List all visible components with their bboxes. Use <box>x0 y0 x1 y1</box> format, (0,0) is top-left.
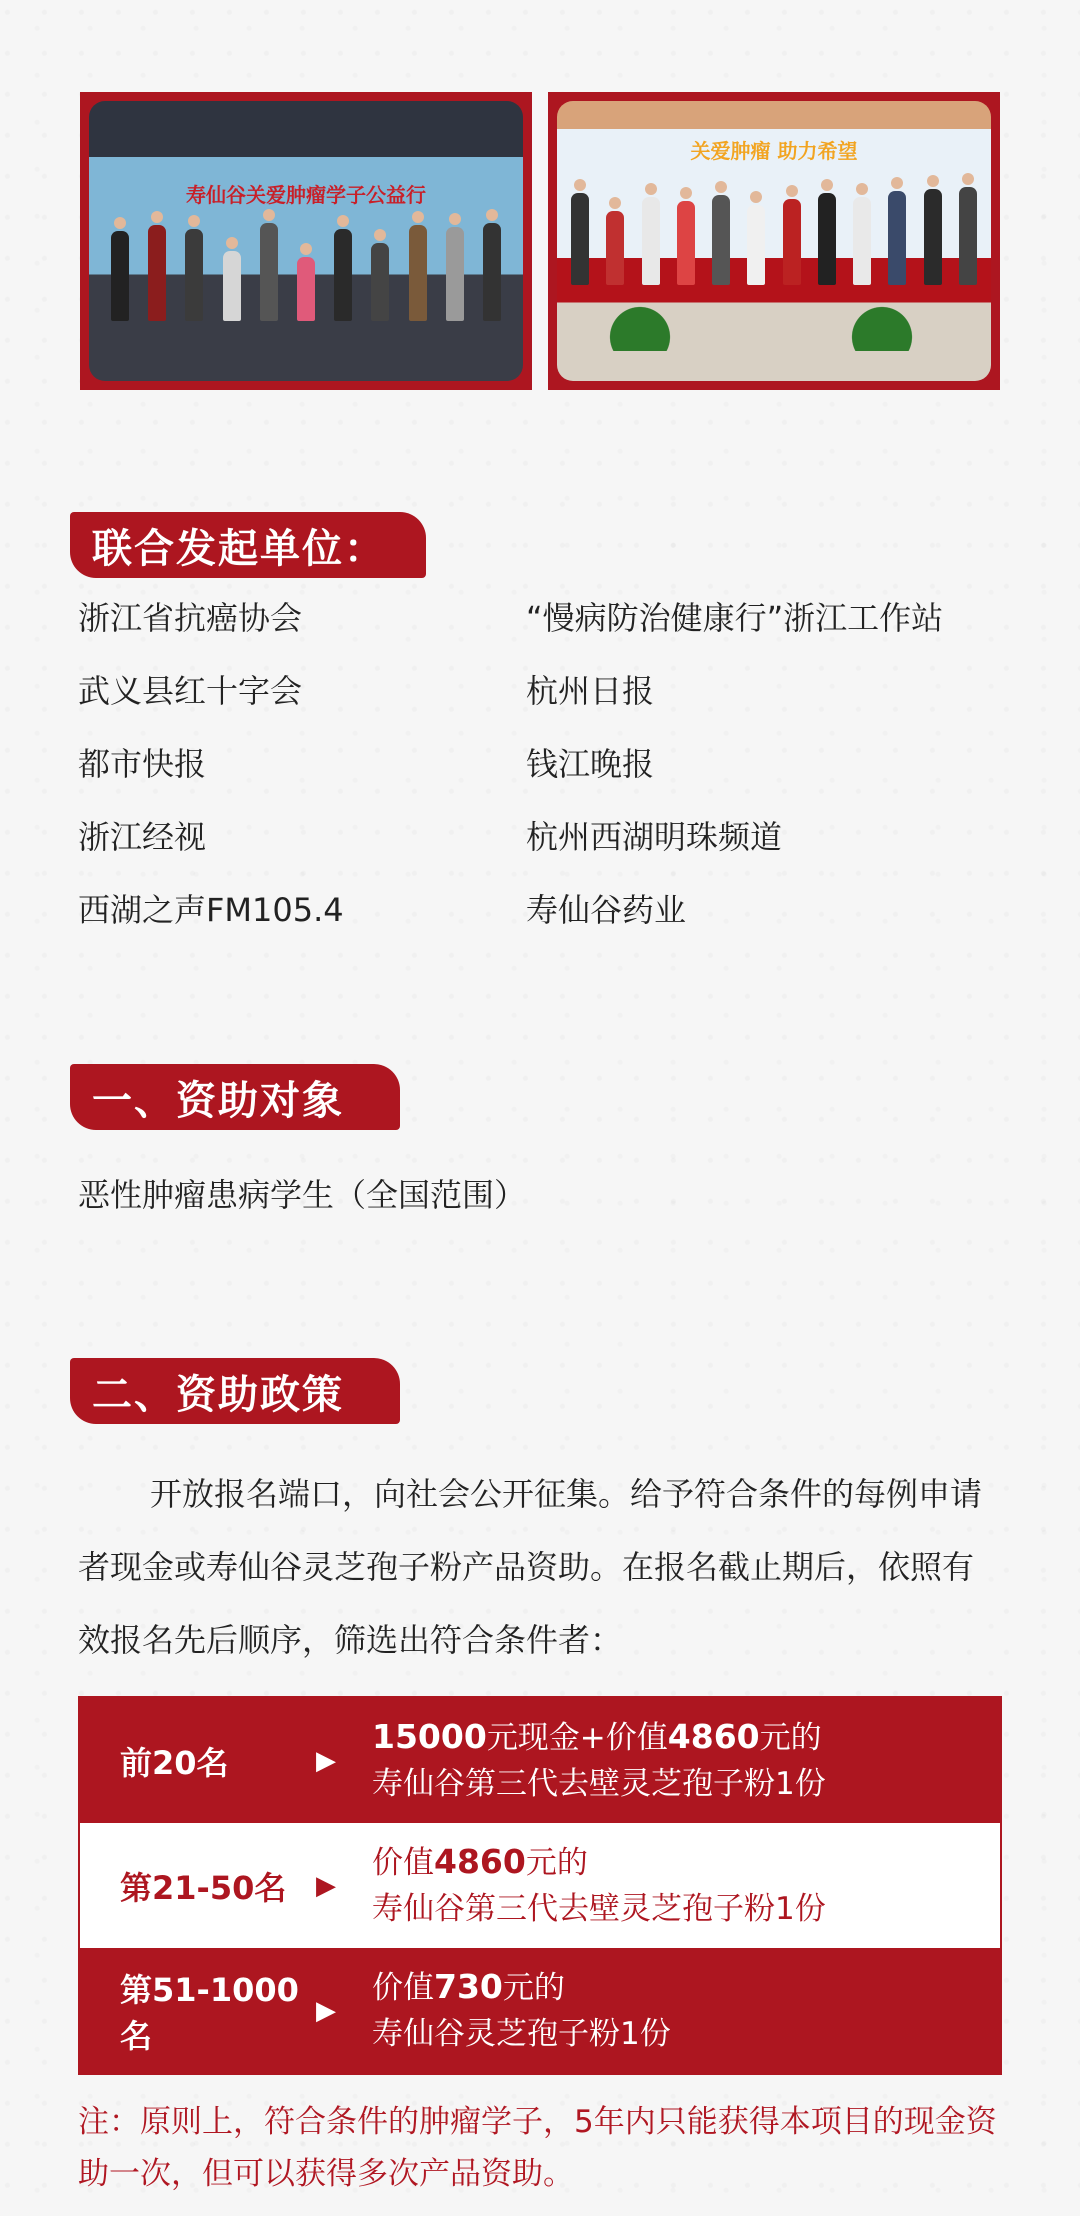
photo-crowd <box>111 223 501 321</box>
plant-decoration <box>605 281 675 351</box>
sponsors-list <box>78 598 1018 931</box>
event-photo-left <box>80 92 532 390</box>
sponsors-heading: 联合发起单位： <box>70 512 426 578</box>
section1-text: 恶性肿瘤患病学生（全国范围） <box>78 1176 527 1214</box>
tier-description <box>372 1714 826 1807</box>
photo-screen-title: 寿仙谷关爱肿瘤学子公益行 <box>186 183 426 207</box>
photo-left-image <box>89 101 523 381</box>
sponsor-item: 寿仙谷药业 <box>526 891 687 929</box>
sponsor-item: 西湖之声FM105.4 <box>78 891 344 929</box>
sponsor-item: “慢病防治健康行”浙江工作站 <box>526 599 944 637</box>
section2-heading: 二、资助政策 <box>70 1358 400 1424</box>
tier-row <box>80 1948 1000 2073</box>
sponsor-item: 浙江经视 <box>78 818 207 856</box>
triangle-right-icon: ▶ <box>316 1995 336 2026</box>
tier-row <box>80 1698 1000 1823</box>
sponsor-item: 杭州日报 <box>526 672 655 710</box>
tier-rank: 第21-50名 <box>120 1868 287 1907</box>
tier-line1: 价值730元的 <box>372 1967 565 2006</box>
photo-right-image <box>557 101 991 381</box>
photo-crowd <box>571 187 977 285</box>
tier-line2: 寿仙谷第三代去壁灵芝孢子粉1份 <box>372 1891 826 1927</box>
tier-row <box>80 1823 1000 1948</box>
triangle-right-icon: ▶ <box>316 1745 336 1776</box>
tier-line1: 15000元现金+价值4860元的 <box>372 1717 822 1756</box>
section1-heading: 一、资助对象 <box>70 1064 400 1130</box>
funding-tiers-table <box>78 1696 1002 2075</box>
tier-line1: 价值4860元的 <box>372 1842 588 1881</box>
tier-line2: 寿仙谷灵芝孢子粉1份 <box>372 2016 671 2052</box>
tier-rank: 前20名 <box>120 1743 229 1782</box>
sponsor-item: 杭州西湖明珠频道 <box>526 818 783 856</box>
tier-line2: 寿仙谷第三代去壁灵芝孢子粉1份 <box>372 1766 826 1802</box>
tier-description <box>372 1839 826 1932</box>
tier-description <box>372 1964 671 2057</box>
sponsor-item: 武义县红十字会 <box>78 672 303 710</box>
event-photo-right <box>548 92 1000 390</box>
sponsor-item: 钱江晚报 <box>526 745 655 783</box>
policy-paragraph: 开放报名端口，向社会公开征集。给予符合条件的每例申请者现金或寿仙谷灵芝孢子粉产品资助。在报名截止期后，依照有效报名先后顺序，筛选出符合条件者： <box>78 1475 983 1659</box>
policy-note: 注：原则上，符合条件的肿瘤学子，5年内只能获得本项目的现金资助一次，但可以获得多次产品资助。 <box>78 2104 997 2192</box>
photo-screen-title: 关爱肿瘤 助力希望 <box>690 139 858 163</box>
triangle-right-icon: ▶ <box>316 1870 336 1901</box>
sponsor-item: 浙江省抗癌协会 <box>78 599 303 637</box>
plant-decoration <box>847 281 917 351</box>
sponsor-item: 都市快报 <box>78 745 207 783</box>
tier-rank: 第51-1000名 <box>120 1970 299 2055</box>
